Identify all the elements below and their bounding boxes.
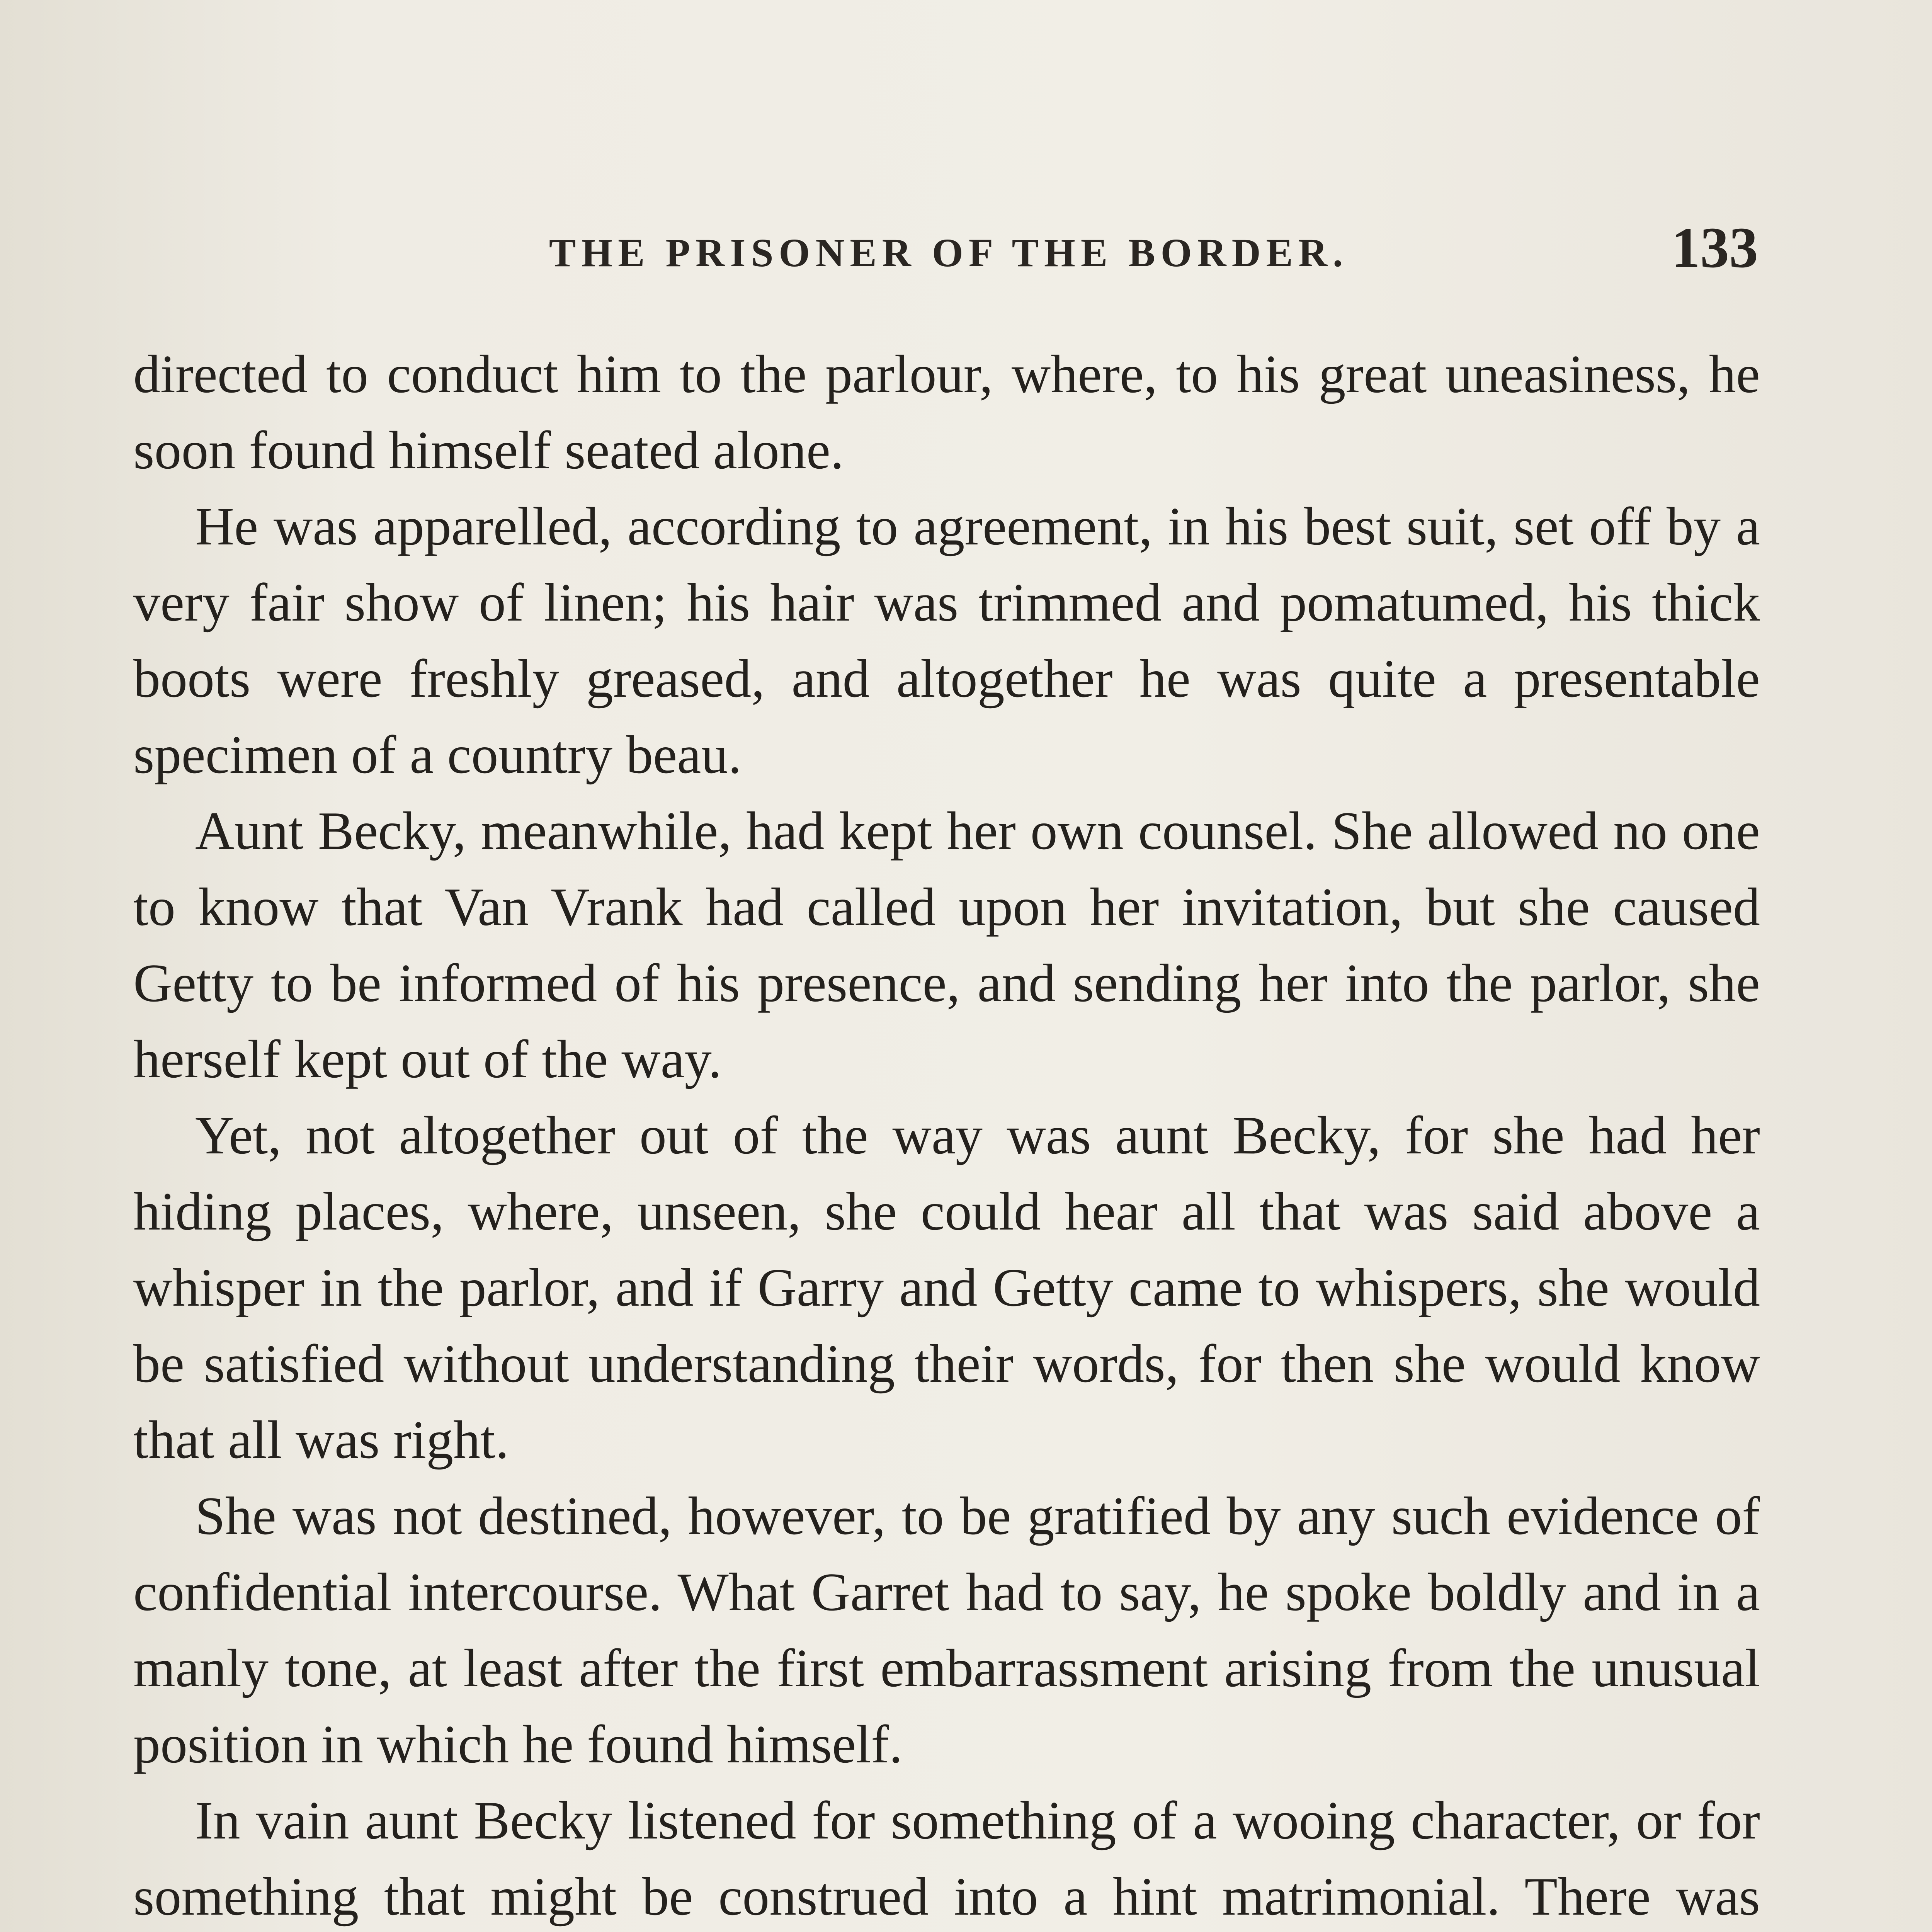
body-text bbox=[133, 336, 1760, 1932]
paragraph: directed to conduct him to the parlour, where, to his great uneasiness, he soon found himself seated alone. bbox=[133, 344, 1760, 480]
paragraph: She was not destined, however, to be gratified by any such evidence of confidential intercourse. What Garret had to say, he spoke boldly and in a manly tone, at least after the first embarrassment arising from the unusual position in which he found himself. bbox=[133, 1486, 1760, 1774]
paragraph: Yet, not altogether out of the way was aunt Becky, for she had her hiding places, where, unseen, she could hear all that was said above a whisper in the parlor, and if Garry and Getty came to whispers, she would be satisfied without understanding their words, for then she would know that all was right. bbox=[133, 1105, 1760, 1470]
paragraph: In vain aunt Becky listened for something of a wooing character, or for something that might be construed into a hint matrimonial. There was bbox=[133, 1791, 1760, 1927]
paragraph: Aunt Becky, meanwhile, had kept her own counsel. She allowed no one to know that Van Vrank had called upon her invitation, but she caused Getty to be informed of his presence, and sending her into the parlor, she herself kept out of the way. bbox=[133, 801, 1760, 1089]
page-number: 133 bbox=[1671, 216, 1758, 280]
running-title: THE PRISONER OF THE BORDER. bbox=[549, 231, 1349, 275]
paragraph: He was apparelled, according to agreement, in his best suit, set off by a very fair show of linen; his hair was trimmed and pomatumed, his thick boots were freshly greased, and altogether he was quite a presentable specimen of a country beau. bbox=[133, 497, 1760, 785]
page-header bbox=[139, 214, 1758, 296]
